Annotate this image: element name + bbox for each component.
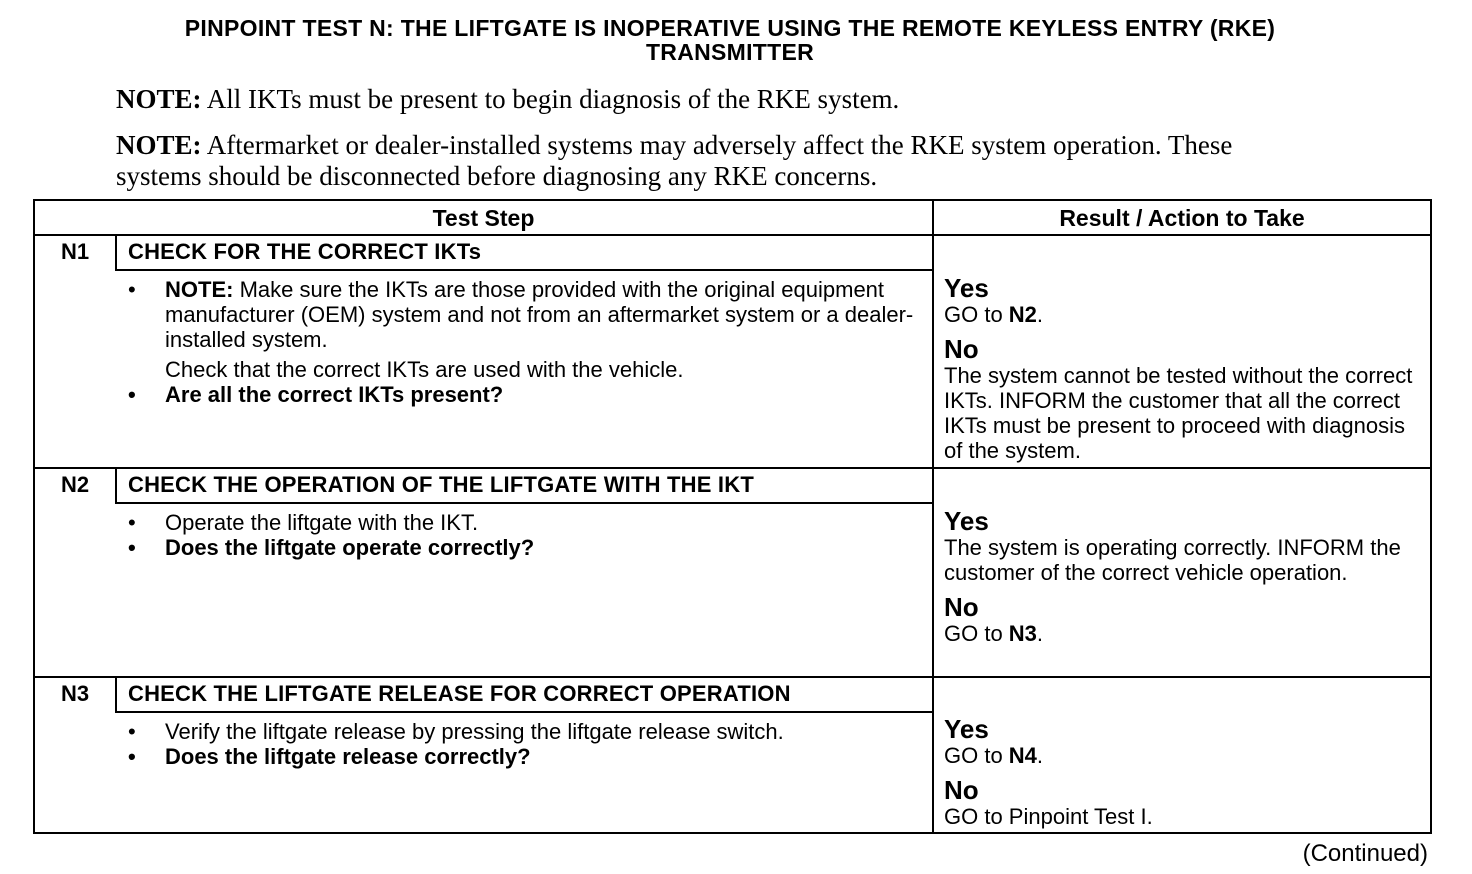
header-result: Result / Action to Take xyxy=(1059,205,1305,231)
instruction-continued: Check that the correct IKTs are used with the vehicle. xyxy=(165,357,684,382)
header-test-step: Test Step xyxy=(432,205,535,231)
note-text: All IKTs must be present to begin diagnosis of the RKE system. xyxy=(201,84,900,114)
step-instructions xyxy=(128,277,918,407)
title-line-1: PINPOINT TEST N: THE LIFTGATE IS INOPERATIVE USING THE REMOTE KEYLESS ENTRY (RKE) xyxy=(184,15,1276,41)
bullet-dot-icon: • xyxy=(128,277,136,302)
no-action xyxy=(944,621,1424,646)
step-instructions xyxy=(128,510,918,560)
bullet-item xyxy=(128,510,918,535)
goto-target: N4 xyxy=(1008,743,1037,768)
note-ikts xyxy=(116,84,1236,115)
goto-target: N2 xyxy=(1008,302,1037,327)
step-id: N3 xyxy=(60,681,90,706)
instruction-text: Make sure the IKTs are those provided with the original equipment manufacturer (OEM) system and not from an aftermarket system or a dealer-installed system. xyxy=(165,277,914,352)
bullet-dot-icon: • xyxy=(128,382,136,407)
step-title: CHECK FOR THE CORRECT IKTs xyxy=(128,239,482,264)
instruction-text: Operate the liftgate with the IKT. xyxy=(165,510,479,535)
question-text: Does the liftgate release correctly? xyxy=(165,744,531,769)
bullet-dot-icon: • xyxy=(128,719,136,744)
step-result xyxy=(944,274,1424,463)
yes-action xyxy=(944,743,1424,768)
yes-label: Yes xyxy=(944,273,989,303)
note-label: NOTE: xyxy=(165,277,234,302)
no-label: No xyxy=(944,775,979,805)
step-result xyxy=(944,715,1424,829)
action-text: GO to xyxy=(944,743,1009,768)
bullet-dot-icon: • xyxy=(128,510,136,535)
bullet-dot-icon: • xyxy=(128,744,136,769)
step-instructions xyxy=(128,719,918,769)
step-id: N1 xyxy=(60,239,90,264)
action-text: GO to xyxy=(944,302,1009,327)
bullet-item xyxy=(128,277,918,352)
page-title xyxy=(0,16,1460,64)
bullet-question xyxy=(128,744,918,769)
no-action: GO to Pinpoint Test I. xyxy=(944,804,1153,829)
action-text: GO to xyxy=(944,621,1009,646)
yes-label: Yes xyxy=(944,714,989,744)
no-label: No xyxy=(944,334,979,364)
step-title-rule xyxy=(115,502,933,504)
bullet-item xyxy=(128,719,918,744)
bullet-question xyxy=(128,535,918,560)
step-result xyxy=(944,507,1424,646)
no-label: No xyxy=(944,592,979,622)
action-suffix: . xyxy=(1036,743,1044,768)
id-cell-divider xyxy=(115,677,117,712)
step-id: N2 xyxy=(60,472,90,497)
continued-label: (Continued) xyxy=(1302,840,1428,867)
yes-action xyxy=(944,302,1424,327)
note-aftermarket xyxy=(116,130,1236,192)
bullet-dot-icon: • xyxy=(128,535,136,560)
step-title-rule xyxy=(115,711,933,713)
note-label: NOTE: xyxy=(116,130,202,160)
note-text: Aftermarket or dealer-installed systems may adversely affect the RKE system operation. These systems should be disconnected before diagnosing any RKE concerns. xyxy=(116,130,1233,191)
question-text: Does the liftgate operate correctly? xyxy=(165,535,535,560)
no-action: The system cannot be tested without the correct IKTs. INFORM the customer that all the correct IKTs must be present to proceed with diagnosis of the system. xyxy=(944,363,1413,463)
step-title: CHECK THE OPERATION OF THE LIFTGATE WITH THE IKT xyxy=(128,472,754,497)
yes-label: Yes xyxy=(944,506,989,536)
goto-target: N3 xyxy=(1008,621,1037,646)
column-divider xyxy=(932,199,934,834)
action-suffix: . xyxy=(1036,621,1044,646)
question-text: Are all the correct IKTs present? xyxy=(165,382,504,407)
title-line-2: TRANSMITTER xyxy=(645,39,815,65)
step-title: CHECK THE LIFTGATE RELEASE FOR CORRECT OPERATION xyxy=(128,681,791,706)
instruction-text: Verify the liftgate release by pressing the liftgate release switch. xyxy=(165,719,784,744)
id-cell-divider xyxy=(115,235,117,270)
step-title-rule xyxy=(115,269,933,271)
id-cell-divider xyxy=(115,468,117,503)
yes-action: The system is operating correctly. INFORM the customer of the correct vehicle operation. xyxy=(944,535,1401,585)
note-label: NOTE: xyxy=(116,84,202,114)
action-suffix: . xyxy=(1036,302,1044,327)
bullet-question xyxy=(128,382,918,407)
